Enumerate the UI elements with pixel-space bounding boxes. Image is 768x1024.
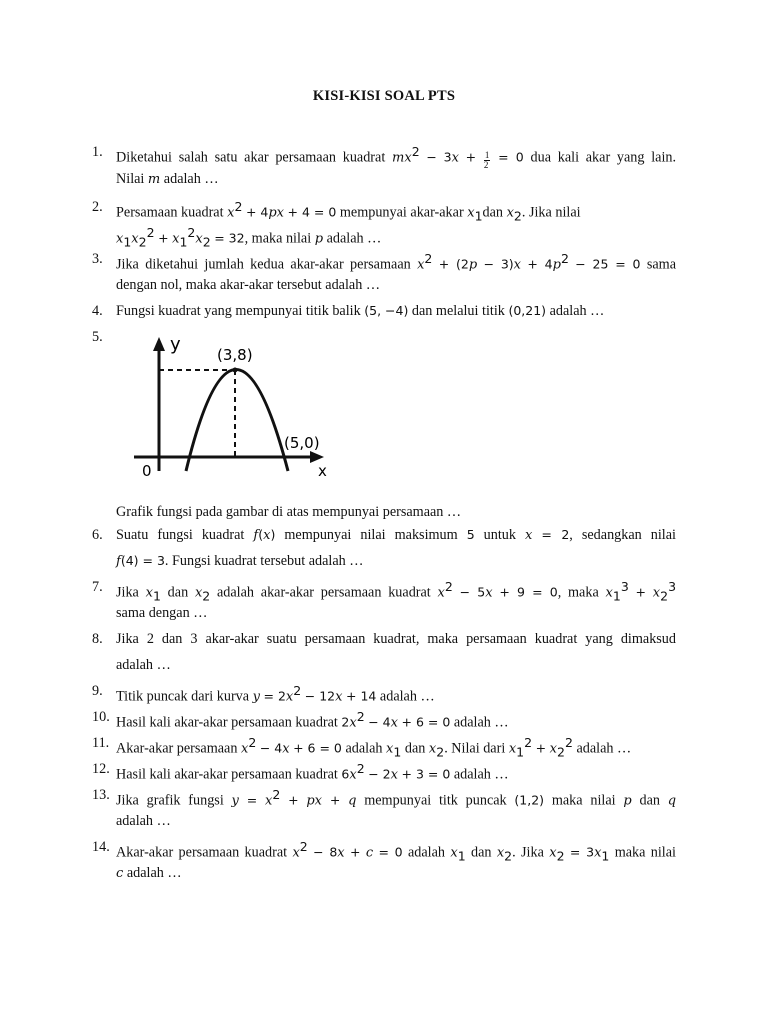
question-number: 13. [92, 787, 110, 803]
vertex-point [233, 368, 238, 373]
document-title: KISI-KISI SOAL PTS [312, 88, 456, 104]
question-13-line-2: adalah … [116, 813, 171, 829]
question-14-line-2: c adalah … [116, 865, 182, 881]
question-14-line-1: Akar-akar persamaan kuadrat $x^2 - 8x + c = 0$ adalah $x_1$ dan $x_2$. Jika $x_2 = 3x_1$ maka nilai [116, 839, 676, 864]
question-number: 14. [92, 839, 110, 855]
question-2-line-2: $x_1x_2^2 + x_1^2x_2 = 32$, maka nilai p adalah … [116, 225, 382, 250]
y-axis-label: y [170, 334, 181, 355]
question-12-line-1: Hasil kali akar-akar persamaan kuadrat $6x^2 - 2x + 3 = 0$ adalah … [116, 761, 509, 783]
question-6-line-1: Suatu fungsi kuadrat f(x) mempunyai nilai maksimum 5 untuk x = 2, sedangkan nilai [116, 527, 676, 543]
question-number: 6. [92, 527, 103, 543]
question-number: 10. [92, 709, 110, 725]
question-number: 5. [92, 329, 103, 345]
question-4-line-1: Fungsi kuadrat yang mempunyai titik balik (5, −4) dan melalui titik (0,21) adalah … [116, 303, 605, 319]
question-5-line-1: Grafik fungsi pada gambar di atas mempunyai persamaan … [116, 504, 462, 520]
question-7-line-1: Jika $x_1$ dan $x_2$ adalah akar-akar persamaan kuadrat $x^2 - 5x + 9 = 0$, maka $x_1^3 + x_2^3$ [116, 579, 677, 604]
question-number: 8. [92, 631, 103, 647]
question-number: 2. [92, 199, 103, 215]
origin-label: 0 [142, 462, 152, 480]
question-7-line-2: sama dengan … [116, 605, 208, 621]
parabola-graph-svg [128, 333, 348, 483]
question-1-line-1: Diketahui salah satu akar persamaan kuadrat $mx^2 - 3x$ + $\frac{1}{2}$ = 0 dua kali akar yang lain. [116, 144, 677, 170]
question-8-line-1: Jika 2 dan 3 akar-akar suatu persamaan kuadrat, maka persamaan kuadrat yang dimaksud [116, 631, 676, 647]
question-9-line-1: Titik puncak dari kurva $y = 2x^2 - 12x + 14$ adalah … [116, 683, 435, 705]
question-2-line-1: Persamaan kuadrat $x^2 + 4px + 4 = 0$ mempunyai akar-akar $x_1dan$ $x_2$. Jika nilai [116, 199, 581, 224]
x-axis-label: x [318, 462, 327, 480]
question-number: 4. [92, 303, 103, 319]
question-number: 3. [92, 251, 103, 267]
question-3-line-2: dengan nol, maka akar-akar tersebut adalah … [116, 277, 381, 293]
root-label: (5,0) [284, 434, 320, 452]
question-13-line-1: Jika grafik fungsi $y = x^2$ + px + q mempunyai titk puncak (1,2) maka nilai p dan q [116, 787, 677, 809]
question-number: 11. [92, 735, 110, 751]
question-3-line-1: Jika diketahui jumlah kedua akar-akar persamaan $x^2 + (2p - 3)x + 4p^2 - 25 = 0$ sama [116, 251, 677, 273]
question-1-line-2: Nilai m adalah … [116, 171, 219, 187]
question-number: 12. [92, 761, 110, 777]
question-10-line-1: Hasil kali akar-akar persamaan kuadrat $2x^2 - 4x + 6 = 0$ adalah … [116, 709, 509, 731]
parabola-graph [128, 333, 348, 483]
question-6-line-2: f(4) = 3. Fungsi kuadrat tersebut adalah … [116, 553, 364, 569]
question-number: 1. [92, 144, 103, 160]
question-number: 7. [92, 579, 103, 595]
question-number: 9. [92, 683, 103, 699]
question-11-line-1: Akar-akar persamaan $x^2 - 4x + 6 = 0$ adalah $x_1$ dan $x_2$. Nilai dari $x_1^2 + x_2^2$ adalah … [116, 735, 632, 760]
vertex-label: (3,8) [217, 346, 253, 364]
question-8-line-2: adalah … [116, 657, 171, 673]
